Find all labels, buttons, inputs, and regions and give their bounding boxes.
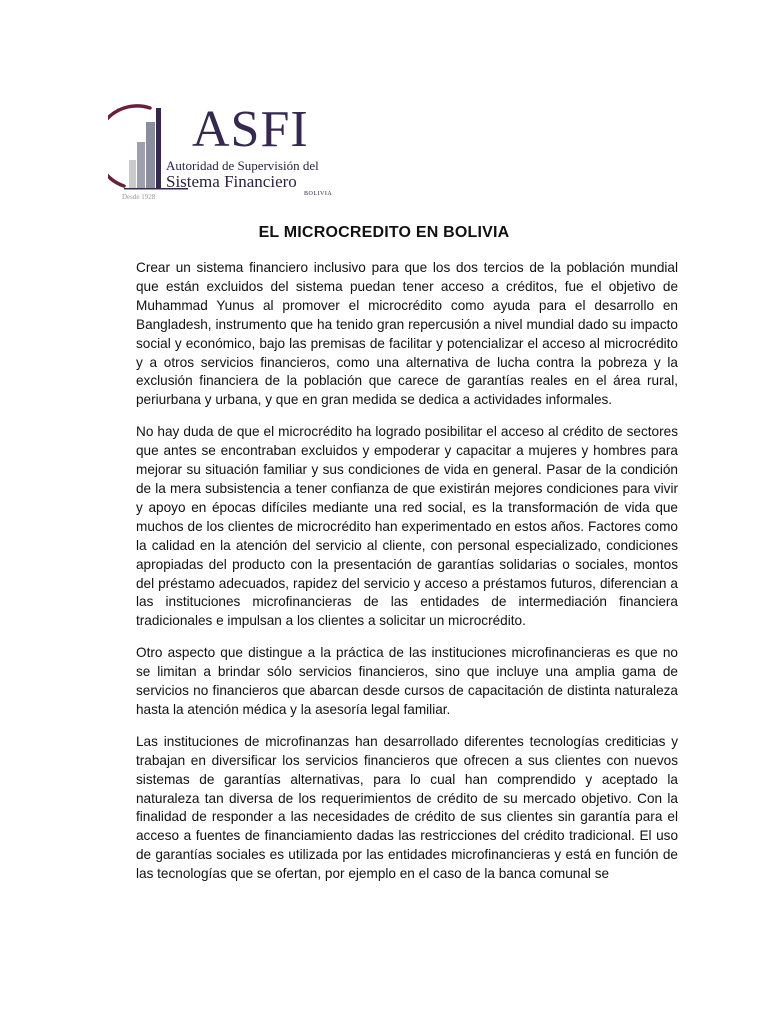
document-title: EL MICROCREDITO EN BOLIVIA xyxy=(258,224,510,241)
paragraph: Otro aspecto que distingue a la práctica de las instituciones microfinancieras es que no se limitan a brindar sólo servicios financieros, sino que incluye una amplia gama de servicios no financieros que abarcan desde cursos de capacitación de distinta naturaleza hasta la atención médica y la asesoría legal familiar. xyxy=(136,645,678,717)
paragraph: No hay duda de que el microcrédito ha logrado posibilitar el acceso al crédito de sectores que antes se encontraban excluidos y empoderar y capacitar a mujeres y hombres para mejorar su situación familiar y sus condiciones de vida en general. Pasar de la condición de la mera subsistencia a tener confianza de que existirán mejores condiciones para vivir y apoyo en épocas difíciles mediante una red social, es la transformación de vida que muchos de los clientes de microcrédito han experimentado en estos años. Factores como la calidad en la atención del servicio al cliente, con personal especializado, condiciones apropiadas del producto con la presentación de garantías solidarias o sociales, montos del préstamo adecuados, rapidez del servicio y acceso a préstamos futuros, diferencian a las instituciones microfinancieras de las entidades de intermediación financiera tradicionales e impulsan a los clientes a solicitar un microcrédito. xyxy=(136,424,678,629)
logo-name-line-1: Autoridad de Supervisión del xyxy=(166,158,319,173)
logo-since: Desde 1928 xyxy=(122,193,156,201)
document-body xyxy=(136,259,678,897)
paragraph: Crear un sistema financiero inclusivo para que los dos tercios de la población mundial que están excluidos del sistema puedan tener acceso a créditos, fue el objetivo de Muhammad Yunus al promover el microcrédito como ayuda para el desarrollo en Bangladesh, instrumento que ha tenido gran repercusión a nivel mundial dado su impacto social y económico, bajo las premisas de facilitar y potencializar el acceso al microcrédito y a otros servicios financieros, como una alternativa de lucha contra la pobreza y la exclusión financiera de la población que carece de garantías reales en el área rural, periurbana y urbana, y que en gran medida se dedica a actividades informales. xyxy=(136,260,678,408)
paragraph: Las instituciones de microfinanzas han desarrollado diferentes tecnologías crediticias y trabajan en diversificar los servicios financieros que ofrecen a sus clientes con nuevos sistemas de garantías alternativas, para lo cual han comprendido y aceptado la naturaleza tan diversa de los requerimientos de crédito de su mercado objetivo. Con la finalidad de responder a las necesidades de crédito de sus clientes sin garantía para el acceso a fuentes de financiamiento dadas las restricciones del crédito tradicional. El uso de garantías sociales es utilizada por las entidades microfinancieras y está en función de las tecnologías que se ofertan, por ejemplo en el caso de la banca comunal se xyxy=(136,733,678,882)
asfi-logo xyxy=(108,100,338,205)
logo-country: BOLIVIA xyxy=(304,191,333,197)
logo-acronym: ASFI xyxy=(192,101,309,158)
logo-name-line-2: Sistema Financiero xyxy=(166,172,297,191)
